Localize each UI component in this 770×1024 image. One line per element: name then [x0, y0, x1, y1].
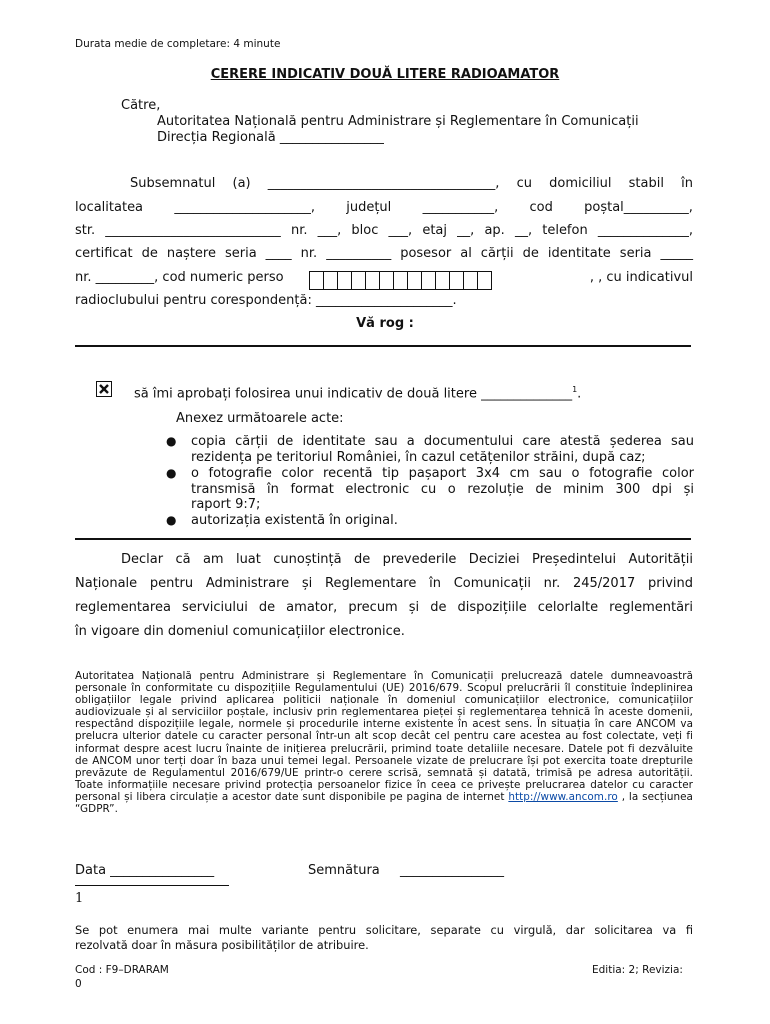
locality-blank: _____________________,	[174, 200, 315, 215]
form-line-cnp-label: nr. _________, cod numeric perso	[75, 270, 284, 285]
cnp-boxes[interactable]	[309, 271, 492, 290]
cnp-cell[interactable]	[338, 272, 352, 289]
form-line-locality	[75, 200, 693, 215]
footnote-separator	[75, 885, 229, 886]
bullet-3-line-1: autorizația existentă în original.	[191, 513, 398, 528]
cnp-cell[interactable]	[436, 272, 450, 289]
annex-heading: Anexez următoarele acte:	[176, 411, 344, 426]
request-text-main: să îmi aprobați folosirea unui indicativ de două litere ______________	[134, 386, 573, 402]
completion-time: Durata medie de completare: 4 minute	[75, 38, 281, 50]
postal-code-label: cod	[529, 200, 553, 215]
cnp-cell[interactable]	[408, 272, 422, 289]
footnote-ref: 1	[572, 385, 578, 394]
cnp-cell[interactable]	[422, 272, 436, 289]
request-text-end: .	[577, 386, 582, 402]
gdpr-notice	[75, 670, 693, 815]
cnp-cell[interactable]	[478, 272, 492, 289]
footnote-text-line-1: Se pot enumera mai multe variante pentru solicitare, separate cu virgulă, dar solicitarea va fi	[75, 923, 693, 937]
postal-code-blank: poștal__________,	[584, 200, 693, 215]
request-heading: Vă rog :	[356, 316, 414, 331]
cnp-cell[interactable]	[352, 272, 366, 289]
cnp-cell[interactable]	[324, 272, 338, 289]
document-revision-number: 0	[75, 978, 82, 990]
document-edition: Editia: 2; Revizia:	[592, 964, 683, 976]
form-line-name: Subsemnatul (a) ___________________________________, cu domiciliul stabil în	[130, 176, 693, 191]
bullet-2-line-3: raport 9:7;	[191, 497, 261, 512]
page-title-text: CERERE INDICATIV DOUĂ LITERE RADIOAMATOR	[210, 67, 560, 82]
page-title	[0, 67, 770, 82]
cnp-cell[interactable]	[464, 272, 478, 289]
form-line-birth-certificate: certificat de naștere seria ____ nr. __________ posesor al cărții de identitate seria _____	[75, 246, 693, 261]
date-field: Data ________________	[75, 863, 215, 878]
footnote-text-line-2: rezolvată doar în măsura posibilităților de atribuire.	[75, 938, 369, 952]
cnp-cell[interactable]	[394, 272, 408, 289]
form-line-club-callsign: , , cu indicativul	[589, 270, 693, 285]
cnp-cell[interactable]	[380, 272, 394, 289]
check-x-icon	[98, 383, 110, 395]
declaration-line-2: Naționale pentru Administrare și Reglementare în Comunicații nr. 245/2017 privind	[75, 576, 693, 591]
county-label: județul	[346, 200, 392, 215]
bullet-dot: ●	[166, 466, 177, 480]
addressee-regional: Direcția Regională ________________	[157, 130, 384, 145]
bullet-1-line-2: rezidența pe teritoriul României, în cazul cetățenilor străini, după caz;	[191, 450, 646, 465]
declaration-line-3: reglementarea serviciului de amator, precum și de dispozițiile celorlalte reglementări	[75, 600, 693, 615]
form-line-correspondence: radioclubului pentru corespondență: _____________________.	[75, 293, 457, 308]
divider-bottom	[75, 538, 691, 540]
bullet-1-line-1: copia cărții de identitate sau a documentului care atestă șederea sau	[191, 434, 694, 449]
cnp-cell[interactable]	[366, 272, 380, 289]
bullet-2-line-1: o fotografie color recentă tip pașaport 3x4 cm sau o fotografie color	[191, 466, 694, 481]
ancom-link[interactable]: http://www.ancom.ro	[508, 790, 618, 803]
bullet-dot: ●	[166, 434, 177, 448]
request-text	[134, 385, 581, 401]
cnp-cell[interactable]	[450, 272, 464, 289]
request-checkbox[interactable]	[96, 381, 112, 397]
gdpr-text-after: , la secțiunea “GDPR”.	[75, 790, 693, 816]
form-line-street: str. ___________________________ nr. ___, bloc ___, etaj __, ap. __, telefon ______________,	[75, 223, 693, 238]
divider-top	[75, 345, 691, 347]
addressee-authority: Autoritatea Națională pentru Administrare și Reglementare în Comunicații	[157, 114, 639, 129]
addressee-to: Către,	[121, 98, 161, 113]
declaration-line-4: în vigoare din domeniul comunicațiilor electronice.	[75, 624, 405, 639]
cnp-cell[interactable]	[310, 272, 324, 289]
declaration-line-1: Declar că am luat cunoștință de prevederile Deciziei Președintelui Autorității	[121, 552, 693, 567]
document-code: Cod : F9–DRARAM	[75, 964, 169, 976]
locality-label: localitatea	[75, 200, 144, 215]
bullet-dot: ●	[166, 513, 177, 527]
footnote-number: 1	[75, 891, 84, 906]
county-blank: ___________,	[422, 200, 499, 215]
signature-label: Semnătura	[308, 863, 380, 878]
signature-line: ________________	[400, 863, 504, 878]
gdpr-text: Autoritatea Națională pentru Administrare și Reglementare în Comunicații prelucrează datele dumneavoastră personale în conformitate cu dispozițiile Regulamentului (UE) 2016/679. Scopul prelucrării îl constituie îndeplinirea obligațiilor legale privind aplicarea politicii naționale în domeniul comunicațiilor electronice, comunicațiilor audiovizuale și al serviciilor poștale, inclusiv prin reglementarea pieței și reglementarea tehnică în aceste domenii, respectând dispozițiile legale, normele și procedurile interne existente în acest sens. În situația în care ANCOM va prelucra ulterior datele cu caracter personal într-un alt scop decât cel pentru care acestea au fost colectate, veți fi informat despre acest lucru înainte de inițierea prelucrării, primind toate detaliile necesare. Datele pot fi dezvăluite de ANCOM unor terți doar în baza unui temei legal. Persoanele vizate de prelucrare își pot exercita toate drepturile prevăzute de Regulamentul 2016/679/UE printr-o cerere scrisă, semnată și datată, trimisă pe adresa autorității. Toate informațiile necesare privind protecția persoanelor fizice în ceea ce privește prelucrarea datelor cu caracter personal și libera circulație a acestor date sunt disponibile pe pagina de internet	[75, 670, 693, 803]
bullet-2-line-2: transmisă în format electronic cu o rezoluție de minim 300 dpi și	[191, 482, 694, 497]
